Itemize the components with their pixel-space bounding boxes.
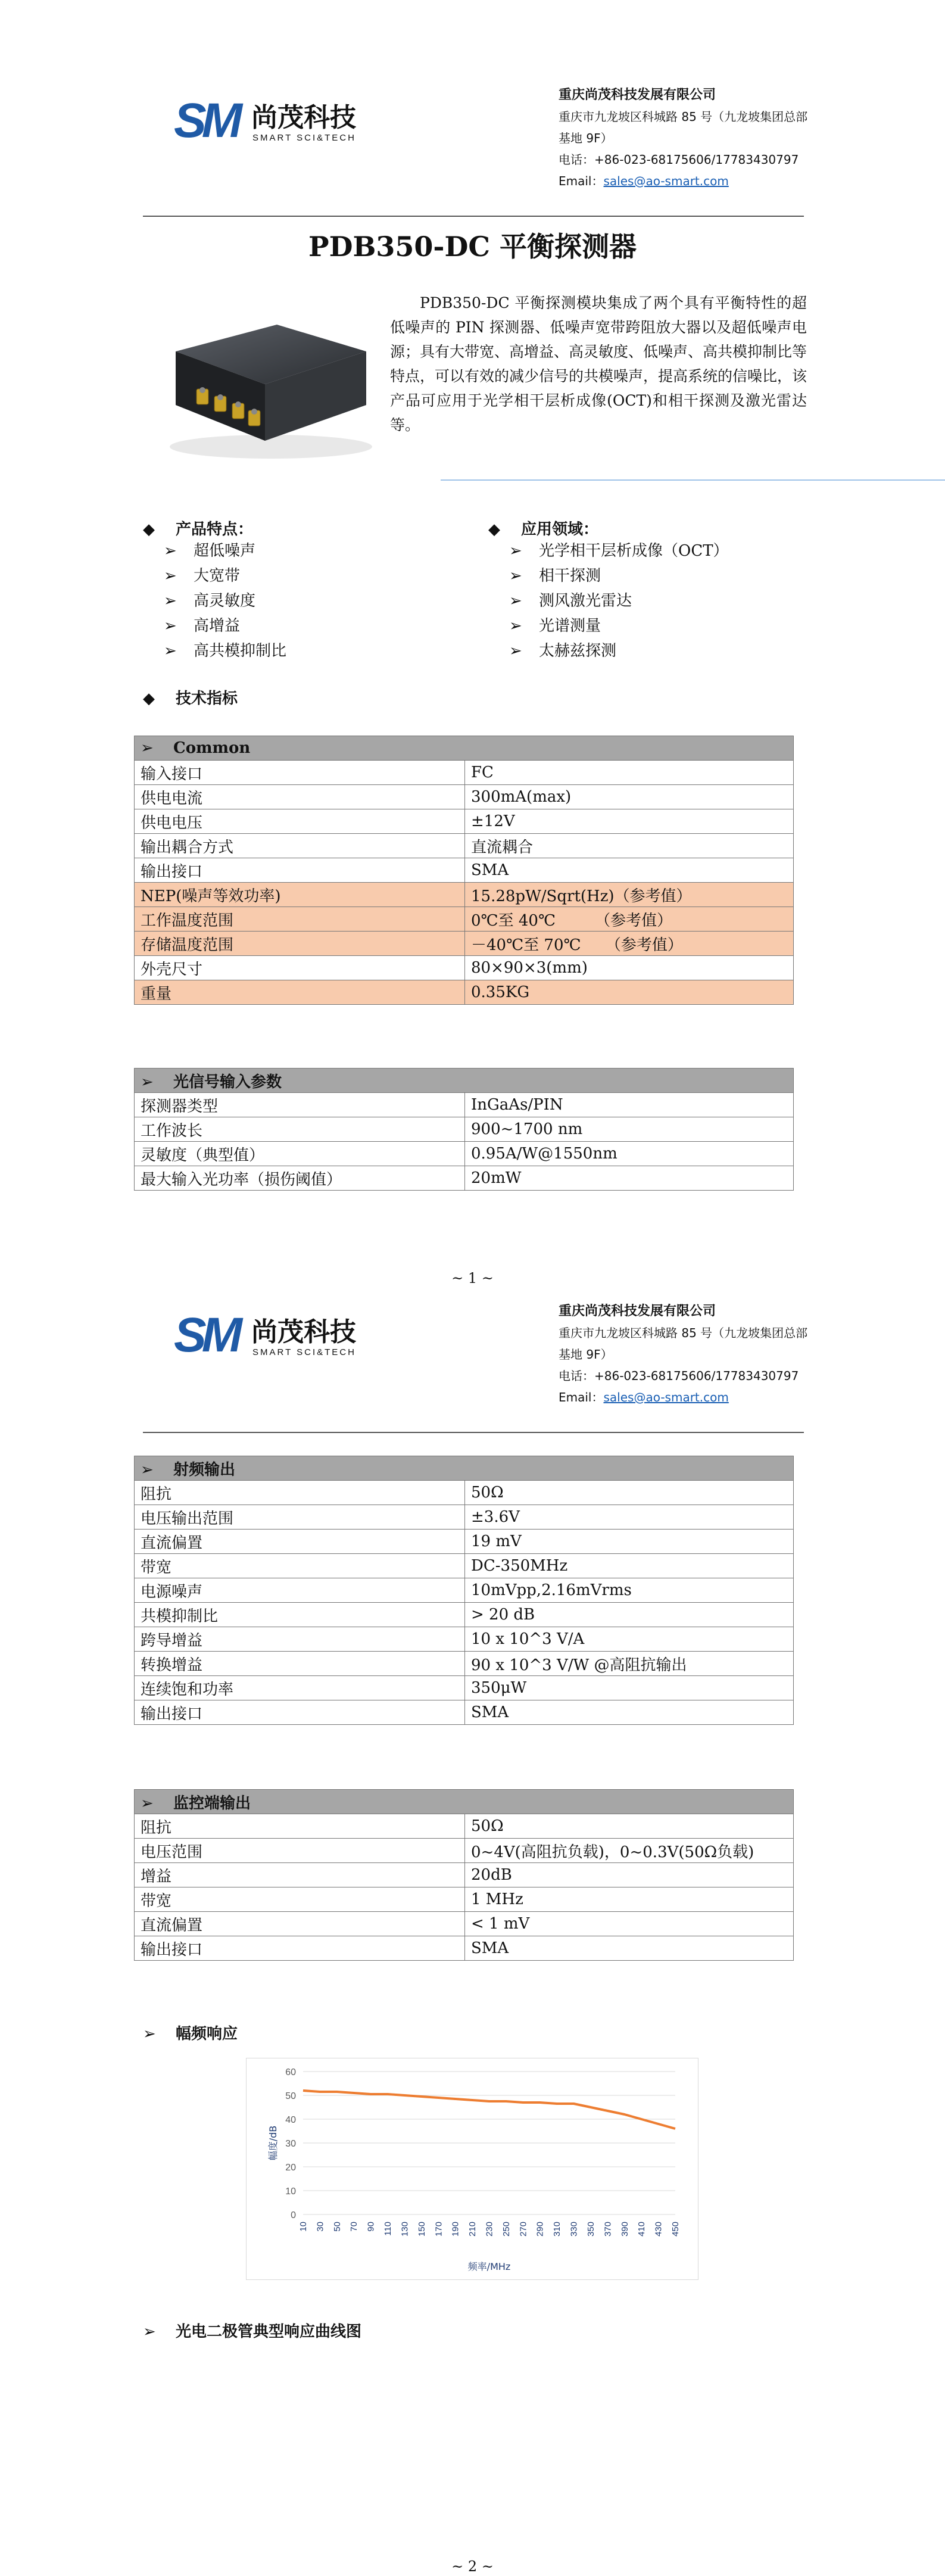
company-name: 重庆尚茂科技发展有限公司 (559, 88, 716, 102)
spec-value: 1 MHz (465, 1887, 794, 1912)
table-row (135, 834, 794, 858)
arrow-bullet-icon: ➢ (143, 2025, 156, 2043)
table-row-highlight (135, 980, 794, 1005)
spec-value: 20mW (465, 1166, 794, 1191)
application-item: ➢ 太赫兹探测 (509, 638, 729, 664)
company-info (559, 1301, 807, 1408)
spec-value: > 20 dB (465, 1603, 794, 1627)
email-link[interactable]: sales@ao-smart.com (603, 1390, 729, 1404)
spec-value: DC-350MHz (465, 1554, 794, 1578)
spec-label: 输入接口 (135, 761, 465, 785)
table-row (135, 1481, 794, 1505)
logo-sub: SMART SCI&TECH (252, 133, 356, 143)
x-tick-label: 170 (433, 2222, 444, 2237)
spec-value: 50Ω (465, 1814, 794, 1839)
company-address-2: 基地 9F） (559, 1347, 613, 1362)
x-tick-label: 190 (450, 2222, 461, 2237)
spec-value: 0~4V(高阻抗负载)，0~0.3V(50Ω负载) (465, 1839, 794, 1863)
x-tick-label: 150 (416, 2222, 427, 2237)
diamond-bullet-icon: ◆ (143, 690, 155, 708)
x-tick-label: 290 (535, 2222, 545, 2237)
spec-value: SMA (465, 858, 794, 883)
x-tick-label: 250 (501, 2222, 512, 2237)
x-tick-label: 350 (585, 2222, 596, 2237)
table-row (135, 1093, 794, 1117)
spec-label: 探测器类型 (135, 1093, 465, 1117)
y-tick-label: 10 (285, 2186, 296, 2197)
x-tick-label: 50 (332, 2222, 342, 2232)
table-title: ➢ 射频输出 (135, 1456, 794, 1481)
spec-value: 19 mV (465, 1530, 794, 1554)
page-2 (0, 1288, 945, 2576)
header-divider (143, 1432, 804, 1433)
features-title: 产品特点： (176, 521, 254, 538)
table-row (135, 1142, 794, 1166)
spec-label: 存储温度范围 (135, 932, 465, 956)
intro-paragraph: PDB350-DC 平衡探测模块集成了两个具有平衡特性的超低噪声的 PIN 探测器、低噪声宽带跨阻放大器以及超低噪声电源；具有大带宽、高增益、高灵敏度、低噪声、高共模抑制比等特点，可以有效的减少信号的共模噪声，提高系统的信噪比，该产品可应用于光学相干层析成像(OCT)和相干探测及激光雷达等。 (390, 294, 807, 434)
photodiode-curve-heading (143, 2319, 361, 2341)
x-tick-label: 230 (484, 2222, 495, 2237)
table-row-highlight (135, 932, 794, 956)
y-tick-label: 50 (285, 2091, 296, 2101)
company-logo (174, 1310, 382, 1361)
diamond-bullet-icon: ◆ (143, 521, 155, 538)
table-row (135, 1936, 794, 1961)
x-tick-label: 70 (349, 2222, 360, 2232)
common-table (134, 736, 794, 1005)
spec-value: 300mA(max) (465, 785, 794, 809)
spec-label: 供电电流 (135, 785, 465, 809)
x-tick-label: 370 (603, 2222, 613, 2237)
company-address: 重庆市九龙坡区科城路 85 号（九龙坡集团总部 (559, 1326, 808, 1340)
spec-label: 输出接口 (135, 1936, 465, 1961)
table-row (135, 785, 794, 809)
application-item: ➢ 光学相干层析成像（OCT） (509, 538, 729, 563)
spec-value: 10 x 10^3 V/A (465, 1627, 794, 1652)
spec-label: 电压范围 (135, 1839, 465, 1863)
table-header-row (135, 736, 794, 761)
spec-label: 输出接口 (135, 858, 465, 883)
spec-value: 0.95A/W@1550nm (465, 1142, 794, 1166)
table-row (135, 1530, 794, 1554)
table-row (135, 1554, 794, 1578)
x-tick-label: 90 (366, 2222, 376, 2232)
spec-value: －40℃至 70℃ （参考值） (465, 932, 794, 956)
table-header-row (135, 1790, 794, 1814)
application-item: ➢ 相干探测 (509, 563, 729, 588)
table-row (135, 1814, 794, 1839)
spec-value: 15.28pW/Sqrt(Hz)（参考值） (465, 883, 794, 907)
x-tick-label: 110 (383, 2222, 394, 2236)
svg-text:SM: SM (174, 1310, 238, 1361)
company-name: 重庆尚茂科技发展有限公司 (559, 1304, 716, 1319)
x-tick-label: 130 (400, 2222, 410, 2237)
x-tick-label: 330 (569, 2222, 579, 2237)
spec-label: 带宽 (135, 1554, 465, 1578)
table-header-row (135, 1069, 794, 1093)
spec-value: < 1 mV (465, 1912, 794, 1936)
spec-value: 350μW (465, 1676, 794, 1700)
spec-label: 输出接口 (135, 1700, 465, 1725)
spec-value: 10mVpp,2.16mVrms (465, 1578, 794, 1603)
feature-item: ➢ 超低噪声 (164, 538, 286, 563)
page-number: ~ 2 ~ (451, 2558, 494, 2575)
table-row (135, 1887, 794, 1912)
application-item: ➢ 光谱测量 (509, 613, 729, 638)
rf-output-table (134, 1456, 794, 1725)
table-row (135, 761, 794, 785)
company-email-row (559, 170, 807, 192)
freq-title: 幅频响应 (176, 2025, 238, 2043)
tech-heading (143, 686, 238, 708)
spec-label: 输出耦合方式 (135, 834, 465, 858)
spec-value: 90 x 10^3 V/W @高阻抗输出 (465, 1652, 794, 1676)
company-address: 重庆市九龙坡区科城路 85 号（九龙坡集团总部 (559, 110, 808, 124)
y-tick-label: 40 (285, 2115, 296, 2125)
table-row (135, 1676, 794, 1700)
logo-text: 尚茂科技 (251, 102, 356, 133)
monitor-output-table (134, 1789, 794, 1961)
y-tick-label: 0 (291, 2210, 296, 2220)
spec-value: 0℃至 40℃ （参考值） (465, 907, 794, 932)
spec-value: InGaAs/PIN (465, 1093, 794, 1117)
feature-item: ➢ 大宽带 (164, 563, 286, 588)
feature-item: ➢ 高灵敏度 (164, 588, 286, 613)
spec-value: SMA (465, 1700, 794, 1725)
arrow-bullet-icon: ➢ (143, 2323, 156, 2341)
spec-label: 工作温度范围 (135, 907, 465, 932)
features-list (164, 538, 286, 664)
email-label: Email： (559, 174, 604, 188)
diamond-bullet-icon: ◆ (488, 521, 500, 538)
svg-text:尚茂科技: 尚茂科技 (251, 1317, 356, 1347)
table-row (135, 809, 794, 834)
spec-value: 直流耦合 (465, 834, 794, 858)
series-line (303, 2091, 675, 2129)
x-tick-label: 310 (552, 2222, 563, 2237)
x-tick-label: 210 (467, 2222, 478, 2237)
spec-value: 20dB (465, 1863, 794, 1887)
spec-label: 供电电压 (135, 809, 465, 834)
table-row (135, 956, 794, 980)
spec-value: FC (465, 761, 794, 785)
x-axis-label: 频率/MHz (467, 2261, 511, 2272)
x-tick-label: 430 (653, 2222, 664, 2237)
table-row (135, 1627, 794, 1652)
email-label: Email： (559, 1390, 604, 1404)
features-heading (143, 517, 253, 539)
spec-label: 电源噪声 (135, 1578, 465, 1603)
table-row (135, 1117, 794, 1142)
table-row (135, 1700, 794, 1725)
spec-label: 带宽 (135, 1887, 465, 1912)
spec-label: 增益 (135, 1863, 465, 1887)
table-row (135, 1603, 794, 1627)
page-number: ~ 1 ~ (451, 1270, 494, 1287)
application-item: ➢ 测风激光雷达 (509, 588, 729, 613)
x-tick-label: 450 (670, 2222, 681, 2237)
spec-value: SMA (465, 1936, 794, 1961)
frequency-response-chart (246, 2058, 698, 2280)
y-tick-label: 20 (285, 2163, 296, 2173)
product-image (152, 295, 378, 468)
spec-value: ±12V (465, 809, 794, 834)
table-row (135, 1652, 794, 1676)
table-row (135, 1166, 794, 1191)
applications-list (509, 538, 729, 664)
y-tick-label: 30 (285, 2139, 296, 2149)
spec-label: 最大输入光功率（损伤阈值） (135, 1166, 465, 1191)
email-link[interactable]: sales@ao-smart.com (603, 174, 729, 188)
table-row (135, 1839, 794, 1863)
company-info (559, 85, 807, 192)
spec-value: 50Ω (465, 1481, 794, 1505)
table-row-highlight (135, 907, 794, 932)
spec-label: 阻抗 (135, 1481, 465, 1505)
table-row (135, 1912, 794, 1936)
spec-label: 跨导增益 (135, 1627, 465, 1652)
x-tick-label: 270 (518, 2222, 529, 2237)
spec-value: ±3.6V (465, 1505, 794, 1530)
freq-response-heading (143, 2021, 238, 2044)
table-row (135, 858, 794, 883)
x-tick-label: 410 (637, 2222, 647, 2237)
company-phone: 电话：+86-023-68175606/17783430797 (559, 1369, 799, 1383)
x-tick-label: 10 (298, 2222, 308, 2232)
spec-label: 转换增益 (135, 1652, 465, 1676)
spec-value: 80×90×3(mm) (465, 956, 794, 980)
table-row (135, 1863, 794, 1887)
y-axis-label: 幅度/dB (267, 2125, 279, 2161)
applications-title: 应用领域： (521, 521, 599, 538)
spec-label: 电压输出范围 (135, 1505, 465, 1530)
svg-text:SMART SCI&TECH: SMART SCI&TECH (252, 1347, 356, 1357)
spec-label: 连续饱和功率 (135, 1676, 465, 1700)
company-logo (174, 95, 382, 147)
spec-label: 外壳尺寸 (135, 956, 465, 980)
feature-item: ➢ 高增益 (164, 613, 286, 638)
spec-label: 灵敏度（典型值） (135, 1142, 465, 1166)
table-row (135, 1505, 794, 1530)
spec-label: 重量 (135, 980, 465, 1005)
table-row-highlight (135, 883, 794, 907)
optical-table (134, 1068, 794, 1191)
y-tick-label: 60 (285, 2067, 296, 2077)
header-divider (143, 216, 804, 217)
company-email-row (559, 1387, 807, 1408)
feature-item: ➢ 高共模抑制比 (164, 638, 286, 664)
svg-text:SM: SM (174, 95, 238, 147)
accent-line (441, 479, 945, 481)
table-title: ➢ 监控端输出 (135, 1790, 794, 1814)
curve-title: 光电二极管典型响应曲线图 (176, 2323, 362, 2341)
table-title: ➢ 光信号输入参数 (135, 1069, 794, 1093)
tech-title: 技术指标 (176, 690, 238, 708)
table-row (135, 1578, 794, 1603)
spec-label: 阻抗 (135, 1814, 465, 1839)
spec-label: 共模抑制比 (135, 1603, 465, 1627)
table-header-row (135, 1456, 794, 1481)
applications-heading (488, 517, 598, 539)
spec-label: 直流偏置 (135, 1530, 465, 1554)
chart-svg (247, 2058, 698, 2279)
x-tick-label: 30 (315, 2222, 326, 2232)
spec-label: 直流偏置 (135, 1912, 465, 1936)
spec-value: 0.35KG (465, 980, 794, 1005)
spec-value: 900~1700 nm (465, 1117, 794, 1142)
spec-label: 工作波长 (135, 1117, 465, 1142)
page-title: PDB350-DC 平衡探测器 (308, 230, 637, 263)
spec-label: NEP(噪声等效功率) (135, 883, 465, 907)
x-tick-label: 390 (619, 2222, 630, 2237)
company-phone: 电话：+86-023-68175606/17783430797 (559, 152, 799, 167)
company-address-2: 基地 9F） (559, 131, 613, 145)
table-title: ➢ Common (135, 736, 794, 761)
